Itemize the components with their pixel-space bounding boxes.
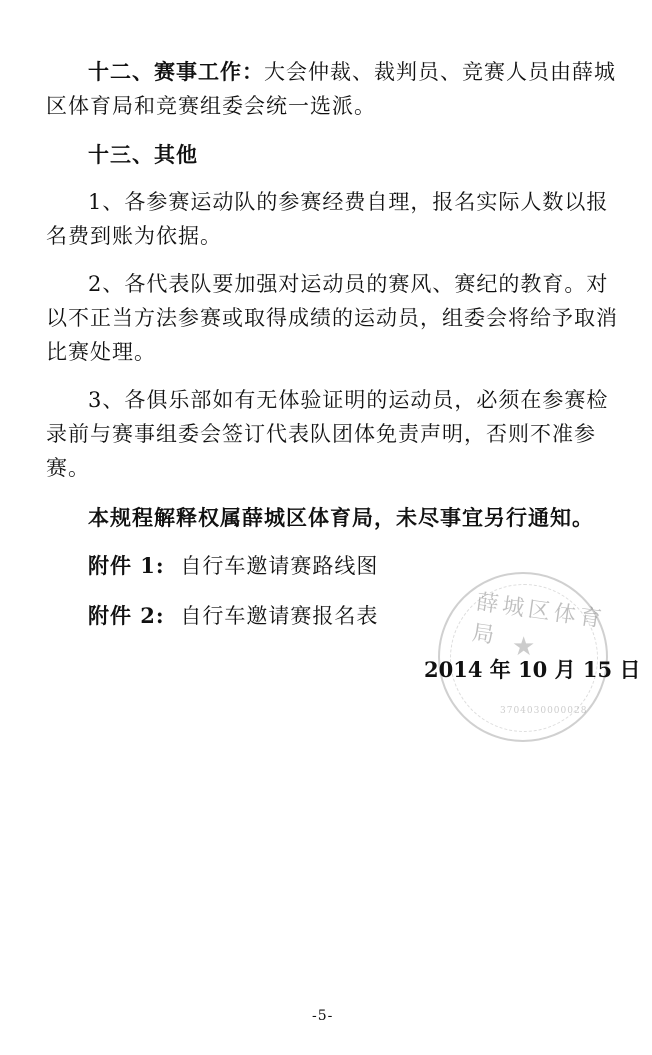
item-3-line-1: 3、各俱乐部如有无体验证明的运动员，必须在参赛检 — [88, 388, 609, 412]
section-12-line-2: 区体育局和竞赛组委会统一选派。 — [46, 94, 376, 118]
item-1-line-1: 1、各参赛运动队的参赛经费自理，报名实际人数以报 — [88, 190, 609, 214]
section-12-heading: 十二、赛事工作： — [88, 59, 264, 84]
item-3-line-3: 赛。 — [46, 456, 90, 480]
attachment-2-label: 附件 2: — [88, 603, 165, 628]
attachment-2 — [88, 602, 378, 630]
seal-number: 3704030000028 — [500, 706, 588, 716]
item-1-line-2: 名费到账为依据。 — [46, 224, 222, 248]
section-12-body: 大会仲裁、裁判员、竞赛人员由薛城 — [264, 60, 616, 84]
attachment-2-title: 自行车邀请赛报名表 — [180, 604, 379, 628]
seal-text: 薛城区体育局 — [470, 590, 608, 650]
attachment-1-title: 自行车邀请赛路线图 — [180, 554, 379, 578]
attachment-1 — [88, 552, 378, 580]
seal-star-icon: ★ — [512, 632, 536, 662]
item-3-line-2: 录前与赛事组委会签订代表队团体免责声明，否则不准参 — [46, 422, 596, 446]
item-2-line-3: 比赛处理。 — [46, 340, 156, 364]
page-number: -5- — [312, 1008, 334, 1024]
interpretation-note: 本规程解释权属薛城区体育局，未尽事宜另行通知。 — [88, 505, 594, 530]
item-2-line-2: 以不正当方法参赛或取得成绩的运动员，组委会将给予取消 — [46, 306, 618, 330]
item-2-line-1: 2、各代表队要加强对运动员的赛风、赛纪的教育。对 — [88, 272, 609, 296]
section-13-heading: 十三、其他 — [88, 142, 198, 167]
document-date: 2014 年 10 月 15 日 — [424, 657, 641, 682]
section-12-line-1 — [88, 58, 616, 86]
attachment-1-label: 附件 1: — [88, 553, 165, 578]
